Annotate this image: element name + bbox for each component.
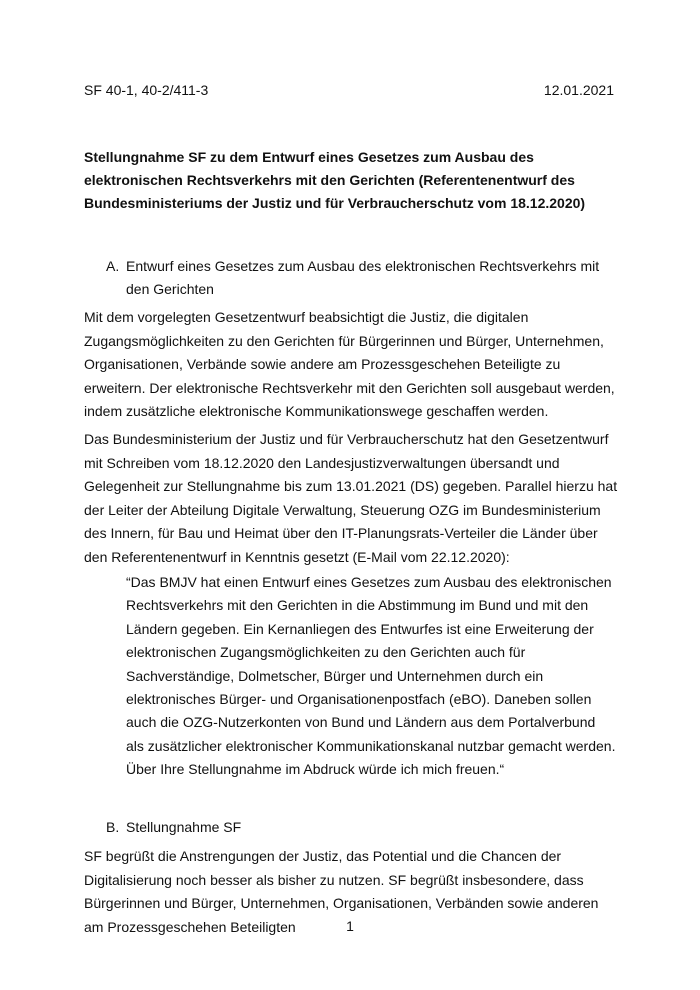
reference-number: SF 40-1, 40-2/411-3 [84, 82, 209, 98]
section-a-heading [106, 255, 606, 301]
document-date: 12.01.2021 [543, 82, 614, 98]
page-number: 1 [346, 918, 354, 934]
section-b-title: Stellungnahme SF [126, 819, 242, 835]
section-a-quote: “Das BMJV hat einen Entwurf eines Gesetzes zum Ausbau des elektronischen Rechtsverkehrs mit den Gerichten in die Abstimmung im Bund und mit den Ländern gegeben. Ein Kernanliegen des Entwurfes ist eine Erweiterung der elektronischen Zugangsmöglichkeiten zu den Gerichten auch für Sachverständige, Dolmetscher, Bürger und Unternehmen durch ein elektronisches Bürger- und Organisationenpostfach (eBO). Daneben sollen auch die OZG-Nutzerkonten von Bund und Ländern aus dem Portalverbund als zusätzlicher elektronischer Kommunikationskanal nutzbar gemacht werden. Über Ihre Stellungnahme im Abdruck würde ich mich freuen.“ [126, 574, 616, 778]
section-a-paragraph-2: Das Bundesministerium der Justiz und für Verbraucherschutz hat den Gesetzentwurf mit Schreiben vom 18.12.2020 den Landesjustizverwaltungen übersandt und Gelegenheit zur Stellungnahme bis zum 13.01.2021 (DS) gegeben. Parallel hierzu hat der Leiter der Abteilung Digitale Verwaltung, Steuerung OZG im Bundesministerium des Innern, für Bau und Heimat über den IT-Planungsrats-Verteiler die Länder über den Referentenentwurf in Kenntnis gesetzt (E-Mail vom 22.12.2020): [84, 431, 618, 565]
section-a-paragraph-1: Mit dem vorgelegten Gesetzentwurf beabsichtigt die Justiz, die digitalen Zugangsmöglichkeiten zu den Gerichten für Bürgerinnen und Bürger, Unternehmen, Organisationen, Verbände sowie andere am Prozessgeschehen Beteiligte zu erweitern. Der elektronische Rechtsverkehr mit den Gerichten soll ausgebaut werden, indem zusätzliche elektronische Kommunikationswege geschaffen werden. [84, 309, 615, 420]
section-a-letter: A. [106, 258, 120, 274]
section-b-heading [106, 816, 606, 839]
section-b-letter: B. [106, 819, 120, 835]
section-b-paragraph-1: SF begrüßt die Anstrengungen der Justiz, das Potential und die Chancen der Digitalisierung noch besser als bisher zu nutzen. SF begrüßt insbesondere, dass Bürgerinnen und Bürger, Unternehmen, Organisationen, Verbänden sowie anderen am Prozessgeschehen Beteiligten [84, 848, 599, 935]
document-title: Stellungnahme SF zu dem Entwurf eines Gesetzes zum Ausbau des elektronischen Rechtsverkehrs mit den Gerichten (Referentenentwurf des Bundesministeriums der Justiz und für Verbraucherschutz vom 18.12.2020) [84, 149, 586, 211]
section-a-title: Entwurf eines Gesetzes zum Ausbau des elektronischen Rechtsverkehrs mit den Gerichten [126, 258, 600, 297]
